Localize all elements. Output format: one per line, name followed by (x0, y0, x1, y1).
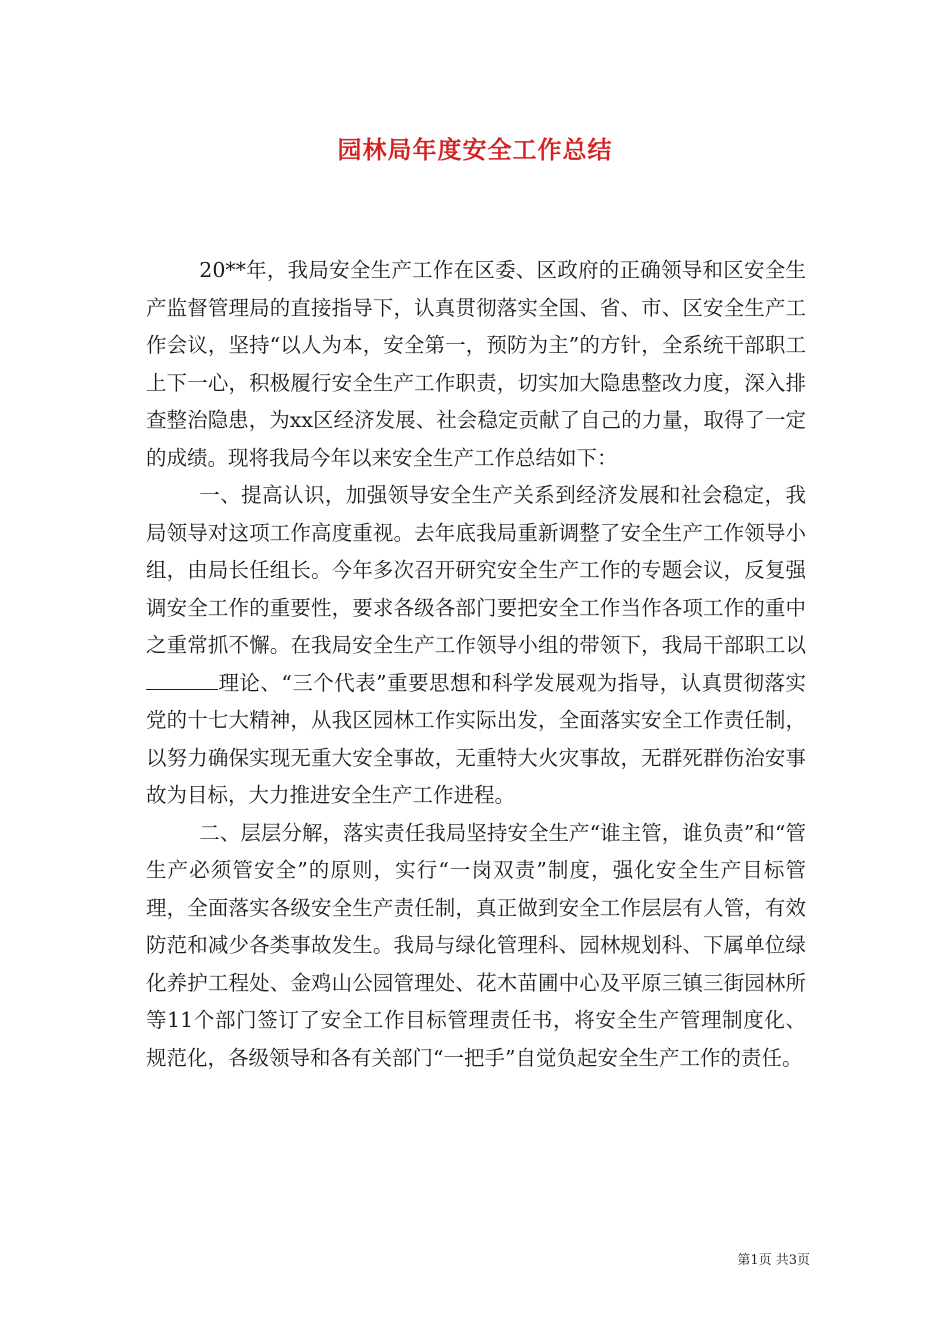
paragraph-section-two: 二、层层分解，落实责任我局坚持安全生产“谁主管，谁负责”和“管生产必须管安全”的原则，实行“一岗双责”制度，强化安全生产目标管理，全面落实各级安全生产责任制，真正做到安全工作层层有人管，有效防范和减少各类事故发生。我局与绿化管理科、园林规划科、下属单位绿化养护工程处、金鸡山公园管理处、花木苗圃中心及平原三镇三街园林所等11个部门签订了安全工作目标管理责任书，将安全生产管理制度化、规范化，各级领导和各有关部门“一把手”自觉负起安全生产工作的责任。 (146, 820, 806, 1070)
paragraph-section-one (146, 477, 806, 815)
document-body (146, 252, 806, 1077)
paragraph-section-one-part-a: 一、提高认识，加强领导安全生产关系到经济发展和社会稳定，我局领导对这项工作高度重视。去年底我局重新调整了安全生产工作领导小组，由局长任组长。今年多次召开研究安全生产工作的专题会议，反复强调安全工作的重要性，要求各级各部门要把安全工作当作各项工作的重中之重常抓不懈。在我局安全生产工作领导小组的带领下，我局干部职工以 (146, 483, 806, 657)
fill-in-blank (146, 667, 218, 690)
page-number: 第1页 共3页 (737, 1253, 810, 1268)
paragraph-section-one-part-b: 理论、“三个代表”重要思想和科学发展观为指导，认真贯彻落实党的十七大精神，从我区园林工作实际出发，全面落实安全工作责任制，以努力确保实现无重大安全事故，无重特大火灾事故，无群死群伤治安事故为目标，大力推进安全生产工作进程。 (146, 670, 806, 807)
document-title: 园林局年度安全工作总结 (337, 136, 613, 164)
paragraph-intro: 20**年，我局安全生产工作在区委、区政府的正确领导和区安全生产监督管理局的直接指导下，认真贯彻落实全国、省、市、区安全生产工作会议，坚持“以人为本，安全第一，预防为主”的方针，全系统干部职工上下一心，积极履行安全生产工作职责，切实加大隐患整改力度，深入排查整治隐患，为xx区经济发展、社会稳定贡献了自己的力量，取得了一定的成绩。现将我局今年以来安全生产工作总结如下： (146, 258, 806, 470)
